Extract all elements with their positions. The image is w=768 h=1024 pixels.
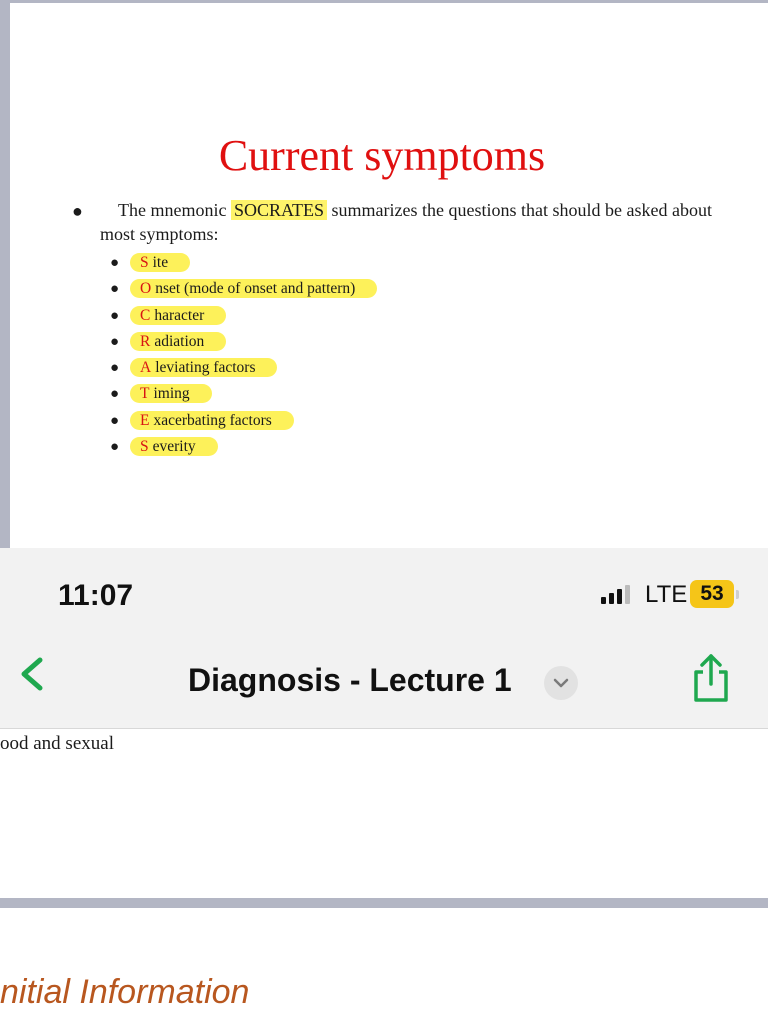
item-text: adiation [154, 332, 205, 350]
slide-border [0, 0, 10, 548]
slide-border [0, 0, 768, 3]
bullet-icon: ● [110, 386, 120, 403]
list-item [108, 329, 377, 355]
slide-title: Current symptoms [218, 131, 546, 180]
item-text: leviating factors [155, 359, 256, 377]
item-letter: S [140, 438, 149, 456]
battery-icon [690, 580, 734, 608]
navigation-bar [0, 640, 768, 729]
list-item [108, 276, 377, 302]
status-bar [0, 548, 768, 640]
cellular-signal-icon [601, 584, 630, 604]
title-menu-button[interactable] [544, 666, 578, 700]
chevron-left-icon [14, 654, 50, 694]
intro-text: summarizes the questions that should be asked about most symptoms: [100, 200, 712, 244]
item-text: ite [152, 254, 169, 271]
bullet-icon: ● [110, 255, 120, 271]
back-button[interactable] [14, 654, 50, 694]
list-item [108, 381, 377, 407]
item-text: nset (mode of onset and pattern) [155, 280, 356, 298]
document-viewer [0, 548, 768, 1024]
list-item [108, 250, 377, 276]
battery-level: 53 [700, 582, 724, 605]
page-divider [0, 898, 768, 908]
bullet-icon: ● [110, 439, 120, 456]
socrates-highlight: SOCRATES [231, 200, 327, 220]
network-type: LTE [645, 581, 688, 608]
bullet-icon: ● [110, 307, 120, 324]
document-text: ood and sexual [0, 733, 114, 754]
item-text: iming [153, 385, 190, 403]
bullet-icon: ● [72, 201, 83, 221]
list-item [108, 408, 377, 434]
list-item [108, 434, 377, 460]
item-letter: S [140, 254, 149, 271]
bullet-icon: ● [110, 412, 120, 429]
intro-text: The mnemonic [118, 200, 231, 220]
item-text: everity [152, 438, 196, 456]
item-letter: O [140, 280, 152, 298]
chevron-down-icon [544, 666, 578, 700]
document-title[interactable]: Diagnosis - Lecture 1 [188, 662, 512, 698]
item-letter: T [140, 385, 150, 403]
list-item [108, 355, 377, 381]
status-time: 11:07 [58, 579, 134, 612]
item-text: xacerbating factors [153, 411, 272, 429]
bullet-icon: ● [110, 360, 120, 377]
item-letter: A [140, 359, 152, 377]
item-letter: R [140, 332, 151, 350]
slide-intro [100, 198, 712, 246]
battery-tip [736, 590, 739, 599]
section-heading: nitial Information [0, 973, 250, 1011]
item-letter: C [140, 306, 151, 324]
share-button[interactable] [688, 652, 734, 704]
bullet-icon: ● [110, 333, 120, 350]
share-icon [688, 652, 734, 704]
item-letter: E [140, 411, 150, 429]
item-text: haracter [154, 306, 205, 324]
socrates-list [108, 250, 377, 460]
list-item [108, 303, 377, 329]
bullet-icon: ● [110, 281, 120, 298]
